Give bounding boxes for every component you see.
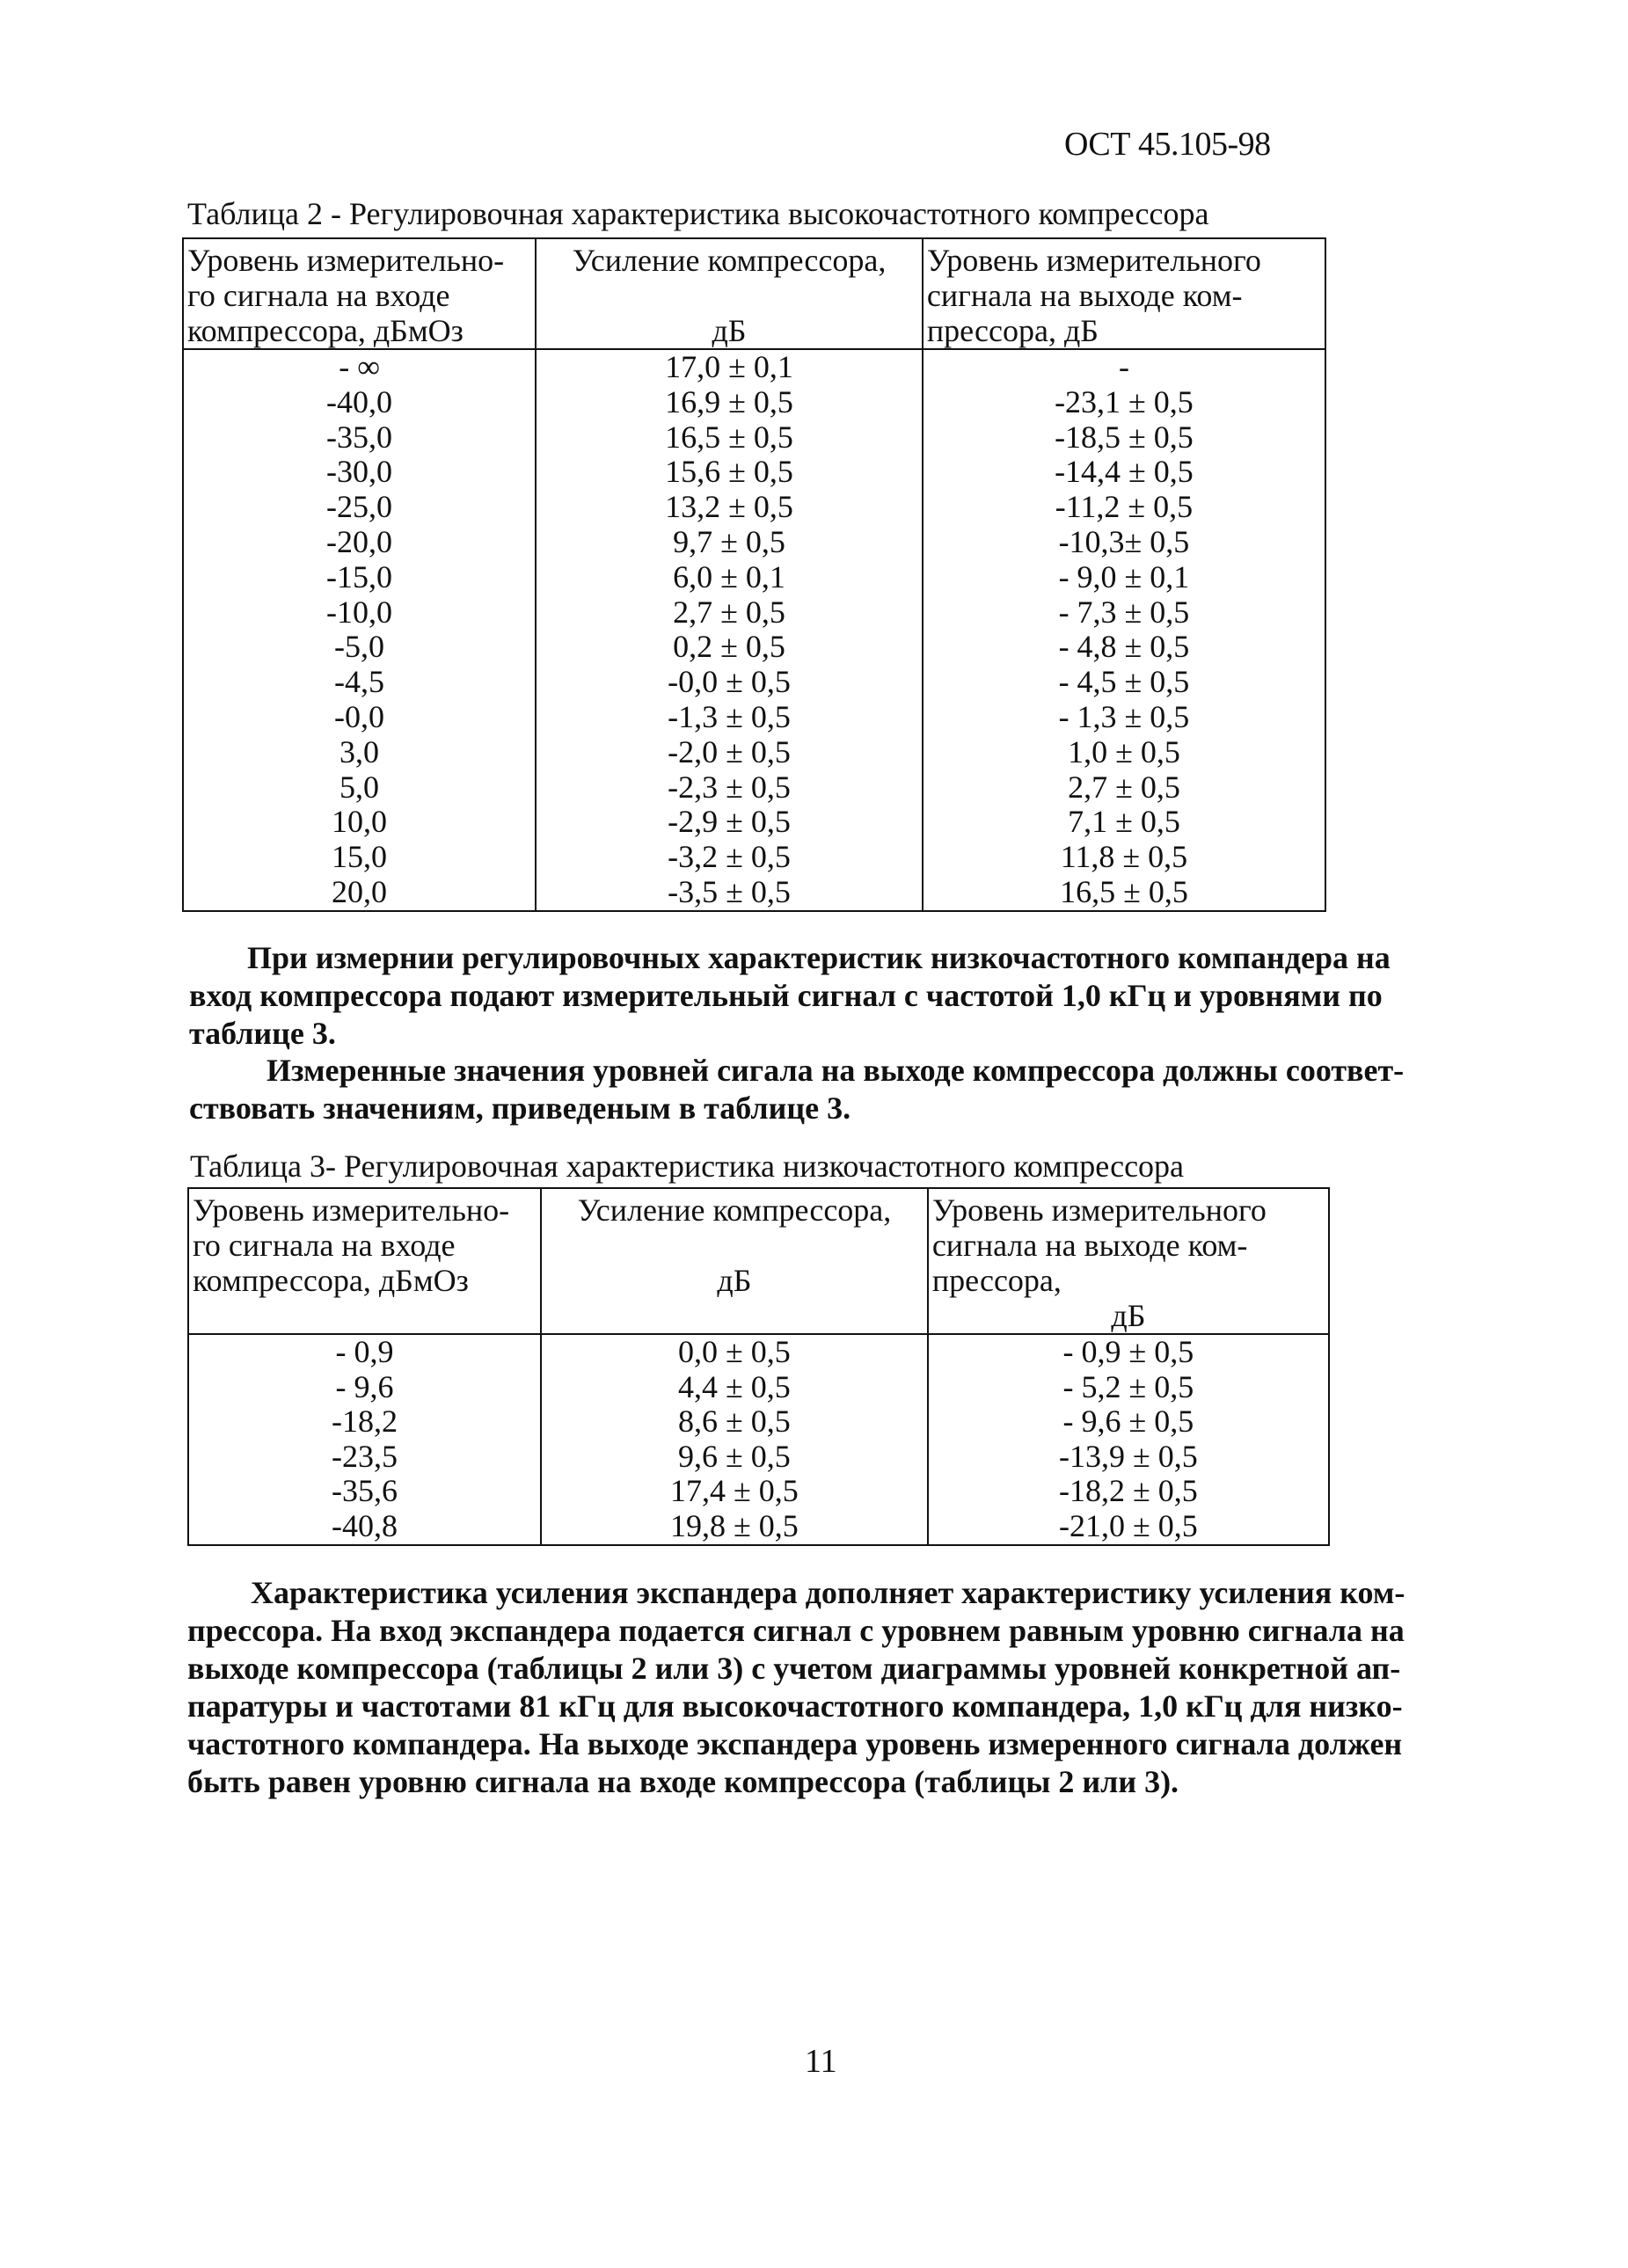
table2-col-gain [536,349,923,911]
document-code: ОСТ 45.105-98 [1064,126,1271,163]
paragraph-measurement-method [189,939,1412,1053]
table2-output-level-cell: - 1,3 ± 0,5 [1058,698,1190,734]
table2-input-level-cell: - ∞ [339,349,380,384]
table2-header-col1-line2: го сигнала на входе [187,278,450,313]
table2-header-row [183,238,1325,349]
table3-header-gain [541,1188,928,1334]
table3-input-level-cell: -40,8 [332,1507,398,1543]
table2-gain-cell: 15,6 ± 0,5 [665,454,793,490]
table3-input-level-cell: -23,5 [332,1438,398,1474]
table3-header-col3-line1: Уровень измерительного [931,1192,1267,1228]
table2-header-col2-line1: Усиление компрессора, [572,243,887,278]
table2-output-level-cell: -23,1 ± 0,5 [1055,383,1194,419]
paragraph1-line2: вход компрессора подают измерительный сигнал с частотой 1,0 кГц и уровнями по [189,978,1383,1013]
table2-input-level-cell: 15,0 [332,839,388,875]
table2-output-level-cell: -11,2 ± 0,5 [1055,489,1194,525]
table3-output-level-cell: - 5,2 ± 0,5 [1062,1368,1194,1404]
table2-header-input-level [183,238,536,349]
table3-input-level-cell: -18,2 [332,1404,398,1440]
table2-header-col3-line2: сигнала на выходе ком- [926,278,1243,313]
table2-caption: Таблица 2 - Регулировочная характеристика высокочастотного компрессора [187,196,1209,231]
table3-input-level-cell: - 9,6 [335,1368,394,1404]
table3-input-level-cell: -35,6 [332,1473,398,1509]
table3-output-level-cell: - 9,6 ± 0,5 [1062,1404,1194,1440]
table2-header-col1-line3: компрессора, дБмОз [187,313,464,348]
table2-header-col3-line3: прессора, дБ [926,313,1099,348]
table3-header-col1-line1: Уровень измерительно- [193,1192,510,1228]
table3-header-col2-unit: дБ [717,1263,752,1298]
table3-caption: Таблица 3- Регулировочная характеристика низкочастотного компрессора [190,1149,1185,1184]
table3-gain-cell: 17,4 ± 0,5 [670,1473,799,1509]
table3-header-col3-line2: сигнала на выходе ком- [931,1228,1248,1263]
table2-gain-cell: 13,2 ± 0,5 [665,489,793,525]
table2-gain-cell: -1,3 ± 0,5 [668,698,791,734]
table2-input-level-cell: -5,0 [334,629,385,665]
table2-output-level-cell: 7,1 ± 0,5 [1068,804,1180,840]
table2-header-output-level [923,238,1325,349]
paragraph-expected-values [189,1052,1412,1127]
table2-output-level-cell: - 9,0 ± 0,1 [1058,558,1190,594]
table3-header-row [188,1188,1329,1334]
table2-gain-cell: 6,0 ± 0,1 [673,558,785,594]
table3-output-level-cell: -13,9 ± 0,5 [1059,1438,1198,1474]
table3-header-col1-line3: компрессора, дБмОз [193,1263,469,1298]
page-number: 11 [805,2043,837,2080]
table2-output-level-cell: -18,5 ± 0,5 [1055,419,1194,455]
table3-output-level-cell: - 0,9 ± 0,5 [1062,1334,1194,1369]
table2-input-level-cell: 20,0 [332,873,388,909]
paragraph3-line3: выходе компрессора (таблицы 2 или 3) с учетом диаграммы уровней конкретной ап- [187,1651,1401,1686]
table2 [182,237,1326,912]
table2-gain-cell: 17,0 ± 0,1 [665,349,793,384]
table2-col-output-level [923,349,1325,911]
table2-input-level-cell: 5,0 [339,769,380,805]
table3-gain-cell: 0,0 ± 0,5 [678,1334,791,1369]
table2-input-level-cell: -40,0 [326,383,393,419]
table2-body [183,349,1325,911]
table3-gain-cell: 8,6 ± 0,5 [678,1404,791,1440]
table2-col-input-level [183,349,536,911]
table3-header-output-level [928,1188,1329,1334]
table2-header-gain [536,238,923,349]
table2-header-col1-line1: Уровень измерительно- [187,243,505,278]
table2-input-level-cell: -10,0 [326,594,393,630]
table2-input-level-cell: -15,0 [326,558,393,594]
table3-col-gain [541,1334,928,1545]
paragraph1-line1: При измернии регулировочных характеристик низкочастотного компандера на [247,940,1391,975]
table3-gain-cell: 19,8 ± 0,5 [670,1507,799,1543]
table3-gain-cell: 9,6 ± 0,5 [678,1438,791,1474]
table3-header-col3-line3: прессора, [931,1263,1062,1298]
paragraph3-line5: частотного компандера. На выходе экспандера уровень измеренного сигнала должен [187,1726,1403,1761]
table2-input-level-cell: 10,0 [332,804,388,840]
table3-input-level-cell: - 0,9 [335,1334,394,1369]
table2-header-col2-unit: дБ [712,313,747,348]
paragraph3-line1: Характеристика усиления экспандера дополняет характеристику усиления ком- [251,1575,1405,1610]
table2-output-level-cell: - [1118,349,1129,384]
paragraph2-line2: ствовать значениям, приведеным в таблице 3. [189,1090,851,1126]
table3-gain-cell: 4,4 ± 0,5 [678,1368,791,1404]
table3-body [188,1334,1329,1545]
table2-input-level-cell: -30,0 [326,454,393,490]
table3-header-input-level [188,1188,541,1334]
table2-gain-cell: 16,5 ± 0,5 [665,419,793,455]
table2-gain-cell: 9,7 ± 0,5 [673,523,785,559]
table2-gain-cell: 2,7 ± 0,5 [673,594,785,630]
paragraph3-line4: паратуры и частотами 81 кГц для высокочастотного компандера, 1,0 кГц для низко- [187,1688,1403,1724]
table2-gain-cell: -0,0 ± 0,5 [668,664,791,700]
paragraph3-line2: прессора. На вход экспандера подается сигнал с уровнем равным уровню сигнала на [187,1613,1405,1648]
table2-input-level-cell: -25,0 [326,489,393,525]
paragraph3-line6: быть равен уровню сигнала на входе компрессора (таблицы 2 или 3). [187,1764,1179,1799]
table3-col-input-level [188,1334,541,1545]
table2-gain-cell: 0,2 ± 0,5 [673,629,785,665]
table2-gain-cell: -2,3 ± 0,5 [668,769,791,805]
table2-input-level-cell: -20,0 [326,523,393,559]
table2-output-level-cell: -14,4 ± 0,5 [1055,454,1194,490]
table2-output-level-cell: 1,0 ± 0,5 [1068,733,1180,769]
table2-output-level-cell: -10,3± 0,5 [1058,523,1190,559]
table3-output-level-cell: -21,0 ± 0,5 [1059,1507,1198,1543]
paragraph1-line3: таблице 3. [189,1016,336,1051]
table2-input-level-cell: -35,0 [326,419,393,455]
table3-header-col1-line2: го сигнала на входе [193,1228,456,1263]
table2-output-level-cell: - 4,8 ± 0,5 [1058,629,1190,665]
table3-col-output-level [928,1334,1329,1545]
table3-output-level-cell: -18,2 ± 0,5 [1059,1473,1198,1509]
table2-gain-cell: 16,9 ± 0,5 [665,383,793,419]
table3 [187,1187,1330,1546]
table2-input-level-cell: -4,5 [334,664,385,700]
table2-gain-cell: -3,2 ± 0,5 [668,839,791,875]
table2-input-level-cell: 3,0 [339,733,380,769]
table2-gain-cell: -2,9 ± 0,5 [668,804,791,840]
table2-output-level-cell: 2,7 ± 0,5 [1068,769,1180,805]
paragraph2-line1: Измеренные значения уровней сигала на выходе компрессора должны соответ- [266,1053,1405,1088]
table2-output-level-cell: - 7,3 ± 0,5 [1058,594,1190,630]
table2-output-level-cell: 16,5 ± 0,5 [1060,873,1188,909]
table2-gain-cell: -3,5 ± 0,5 [668,873,791,909]
table2-output-level-cell: 11,8 ± 0,5 [1060,839,1188,875]
table3-header-col3-unit: дБ [1111,1298,1146,1333]
table2-gain-cell: -2,0 ± 0,5 [668,733,791,769]
paragraph-expander-characteristic [187,1574,1412,1801]
table2-output-level-cell: - 4,5 ± 0,5 [1058,664,1190,700]
table2-input-level-cell: -0,0 [334,698,385,734]
table3-header-col2-line1: Усиление компрессора, [577,1192,892,1228]
table2-header-col3-line1: Уровень измерительного [926,243,1261,278]
